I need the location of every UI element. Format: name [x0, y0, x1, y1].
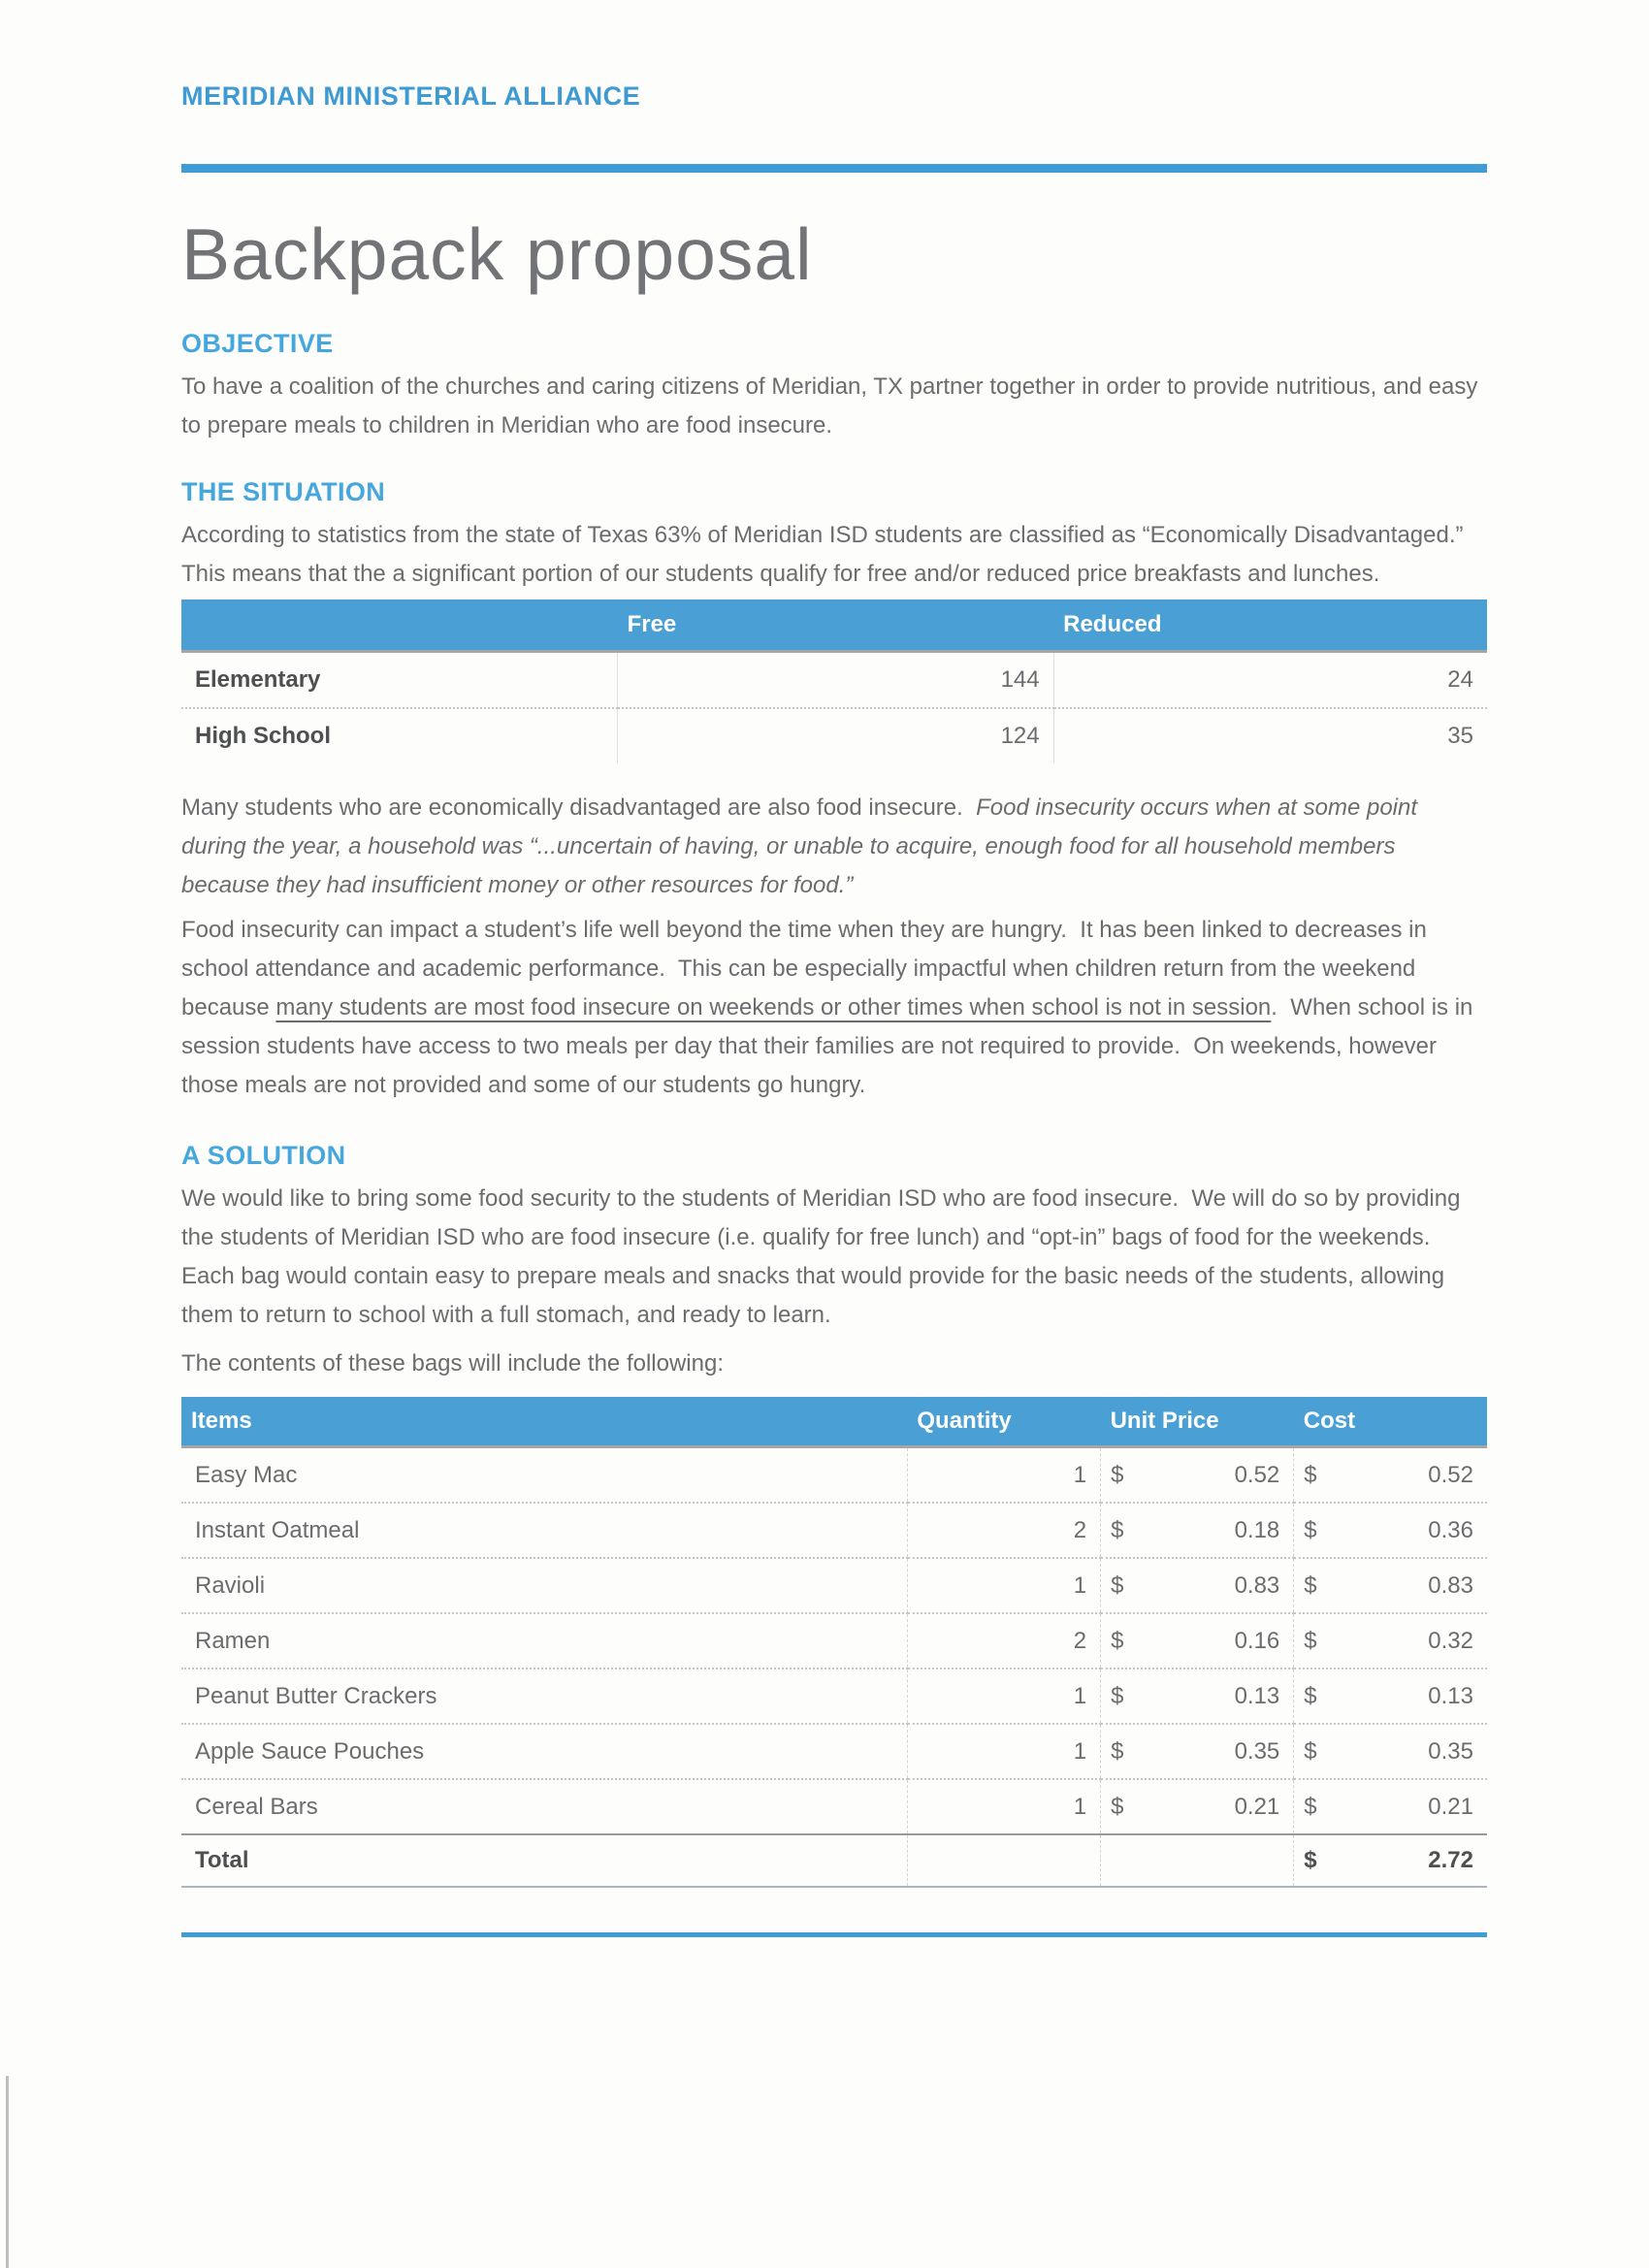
- para-text-after: . When school is in session students have access to two meals per day that their families are not required to provide. On weekends, however those meals are not provided and some of our students go hungry.: [181, 994, 1480, 1098]
- solution-body: We would like to bring some food security to the students of Meridian ISD who are food insecure. We will do so by providing the students of Meridian ISD who are food insecure (i.e. qualify for free lunch) and “opt-in” bags of food for the weekends. Each bag would contain easy to prepare meals and snacks that would provide for the basic needs of the students, allowing them to return to school with a full stomach, and ready to learn.: [181, 1185, 1468, 1328]
- item-quantity: 1: [907, 1669, 1100, 1724]
- column-header-unit-price: Unit Price: [1101, 1397, 1294, 1447]
- item-name: Easy Mac: [195, 1461, 298, 1488]
- item-quantity: 1: [907, 1558, 1100, 1613]
- underlined-phrase: many students are most food insecure on weekends or other times when school is not in session: [275, 994, 1272, 1021]
- para-lead-text: Many students who are economically disadvantaged are also food insecure.: [181, 794, 977, 821]
- item-quantity: 1: [907, 1724, 1100, 1779]
- unit-price-value: 0.13: [1234, 1682, 1280, 1709]
- row-label: High School: [181, 708, 618, 763]
- unit-price-cell: [1101, 1738, 1293, 1766]
- cost-value: 0.32: [1428, 1627, 1473, 1654]
- free-count: 124: [618, 708, 1054, 763]
- document-content: [181, 0, 1487, 1937]
- solution-heading: A SOLUTION: [181, 1141, 346, 1170]
- currency-symbol: $: [1111, 1793, 1124, 1820]
- unit-price-cell: [1101, 1462, 1293, 1489]
- weekend-impact-para: [181, 911, 1487, 1105]
- column-header-free: Free: [618, 599, 1054, 652]
- item-name: Cereal Bars: [181, 1779, 907, 1834]
- currency-symbol: $: [1304, 1627, 1317, 1654]
- para-text-before: Food insecurity can impact a student’s life well beyond the time when they are hungry. It has been linked to decreases in school attendance and academic performance. This can be especially impactful when children return from the weekend because: [181, 917, 1434, 1021]
- definition-quote-text: Food insecurity occurs when at some point during the year, a household was “...uncertain of having, or unable to acquire, enough food for all household members because they had insufficient money or other resources for food.”: [181, 794, 1424, 898]
- cost-cell: [1294, 1794, 1487, 1821]
- cost-cell: [1294, 1517, 1487, 1544]
- reduced-count: 24: [1053, 652, 1487, 709]
- cost-value: 0.52: [1428, 1461, 1473, 1488]
- table-row-item: [181, 1669, 1487, 1724]
- currency-symbol: $: [1304, 1516, 1317, 1543]
- table-row-item: [181, 1503, 1487, 1558]
- cost-value: 0.21: [1428, 1793, 1473, 1820]
- unit-price-value: 0.16: [1234, 1627, 1280, 1654]
- org-name: MERIDIAN MINISTERIAL ALLIANCE: [181, 81, 641, 111]
- item-quantity: 1: [907, 1779, 1100, 1834]
- cost-cell: [1294, 1462, 1487, 1489]
- currency-symbol: $: [1304, 1571, 1317, 1599]
- total-row: [181, 1834, 1487, 1887]
- unit-price-cell: [1101, 1794, 1293, 1821]
- total-cost-cell: [1294, 1847, 1487, 1874]
- unit-price-cell: [1101, 1572, 1293, 1600]
- column-header-items: Items: [181, 1397, 907, 1447]
- objective-body: To have a coalition of the churches and caring citizens of Meridian, TX partner together in order to provide nutritious, and easy to prepare meals to children in Meridian who are food insecure.: [181, 373, 1484, 438]
- reduced-count: 35: [1053, 708, 1487, 763]
- cost-cell: [1294, 1572, 1487, 1600]
- currency-symbol: $: [1304, 1461, 1317, 1488]
- total-label: Total: [181, 1834, 907, 1887]
- column-header-quantity: Quantity: [907, 1397, 1100, 1447]
- currency-symbol: $: [1304, 1847, 1317, 1873]
- page-title: Backpack proposal: [181, 213, 813, 295]
- free-count: 144: [618, 652, 1054, 709]
- item-quantity: 2: [907, 1503, 1100, 1558]
- cost-cell: [1294, 1683, 1487, 1710]
- total-cost-value: 2.72: [1428, 1847, 1473, 1873]
- currency-symbol: $: [1111, 1737, 1124, 1765]
- bag-contents-table: [181, 1397, 1487, 1888]
- total-quantity-blank: [907, 1834, 1100, 1887]
- situation-heading: THE SITUATION: [181, 477, 386, 506]
- currency-symbol: $: [1111, 1682, 1124, 1709]
- footer-rule: [181, 1932, 1487, 1937]
- unit-price-value: 0.35: [1234, 1737, 1280, 1765]
- lunch-table-header-row: [181, 599, 1487, 652]
- total-unit-price-blank: [1101, 1834, 1294, 1887]
- cost-value: 0.35: [1428, 1737, 1473, 1765]
- unit-price-cell: [1101, 1517, 1293, 1544]
- column-header-cost: Cost: [1294, 1397, 1487, 1447]
- item-name: Ramen: [181, 1613, 907, 1669]
- unit-price-value: 0.83: [1234, 1571, 1280, 1599]
- table-row-item: [181, 1558, 1487, 1613]
- currency-symbol: $: [1111, 1516, 1124, 1543]
- cost-value: 0.83: [1428, 1571, 1473, 1599]
- table-row-high-school: [181, 708, 1487, 763]
- table-row-item: [181, 1613, 1487, 1669]
- contents-intro: The contents of these bags will include the following:: [181, 1350, 724, 1377]
- objective-heading: OBJECTIVE: [181, 329, 334, 358]
- cost-cell: [1294, 1738, 1487, 1766]
- item-name: Peanut Butter Crackers: [181, 1669, 907, 1724]
- table-row-elementary: [181, 652, 1487, 709]
- row-label: Elementary: [195, 666, 321, 693]
- currency-symbol: $: [1304, 1737, 1317, 1765]
- table-row-item: [181, 1447, 1487, 1504]
- items-table-header-row: [181, 1397, 1487, 1447]
- currency-symbol: $: [1304, 1793, 1317, 1820]
- currency-symbol: $: [1111, 1571, 1124, 1599]
- item-quantity: 1: [907, 1447, 1100, 1504]
- item-name: Ravioli: [181, 1558, 907, 1613]
- currency-symbol: $: [1111, 1627, 1124, 1654]
- cost-value: 0.13: [1428, 1682, 1473, 1709]
- item-name: Apple Sauce Pouches: [181, 1724, 907, 1779]
- table-row-item: [181, 1779, 1487, 1834]
- unit-price-cell: [1101, 1628, 1293, 1655]
- column-header-reduced: Reduced: [1053, 599, 1487, 652]
- unit-price-value: 0.21: [1234, 1793, 1280, 1820]
- currency-symbol: $: [1304, 1682, 1317, 1709]
- item-name: Instant Oatmeal: [181, 1503, 907, 1558]
- lunch-stats-table: [181, 599, 1487, 763]
- table-row-item: [181, 1724, 1487, 1779]
- column-header-blank: [181, 599, 618, 652]
- currency-symbol: $: [1111, 1461, 1124, 1488]
- situation-para: According to statistics from the state of Texas 63% of Meridian ISD students are classified as “Economically Disadvantaged.” This means that the a significant portion of our students qualify for free and/or reduced price breakfasts and lunches.: [181, 522, 1476, 587]
- item-quantity: 2: [907, 1613, 1100, 1669]
- header-rule: [181, 164, 1487, 173]
- food-insecurity-definition-para: [181, 789, 1487, 905]
- cost-value: 0.36: [1428, 1516, 1473, 1543]
- scan-edge-artifact: [6, 2076, 9, 2268]
- unit-price-value: 0.18: [1234, 1516, 1280, 1543]
- unit-price-value: 0.52: [1234, 1461, 1280, 1488]
- unit-price-cell: [1101, 1683, 1293, 1710]
- cost-cell: [1294, 1628, 1487, 1655]
